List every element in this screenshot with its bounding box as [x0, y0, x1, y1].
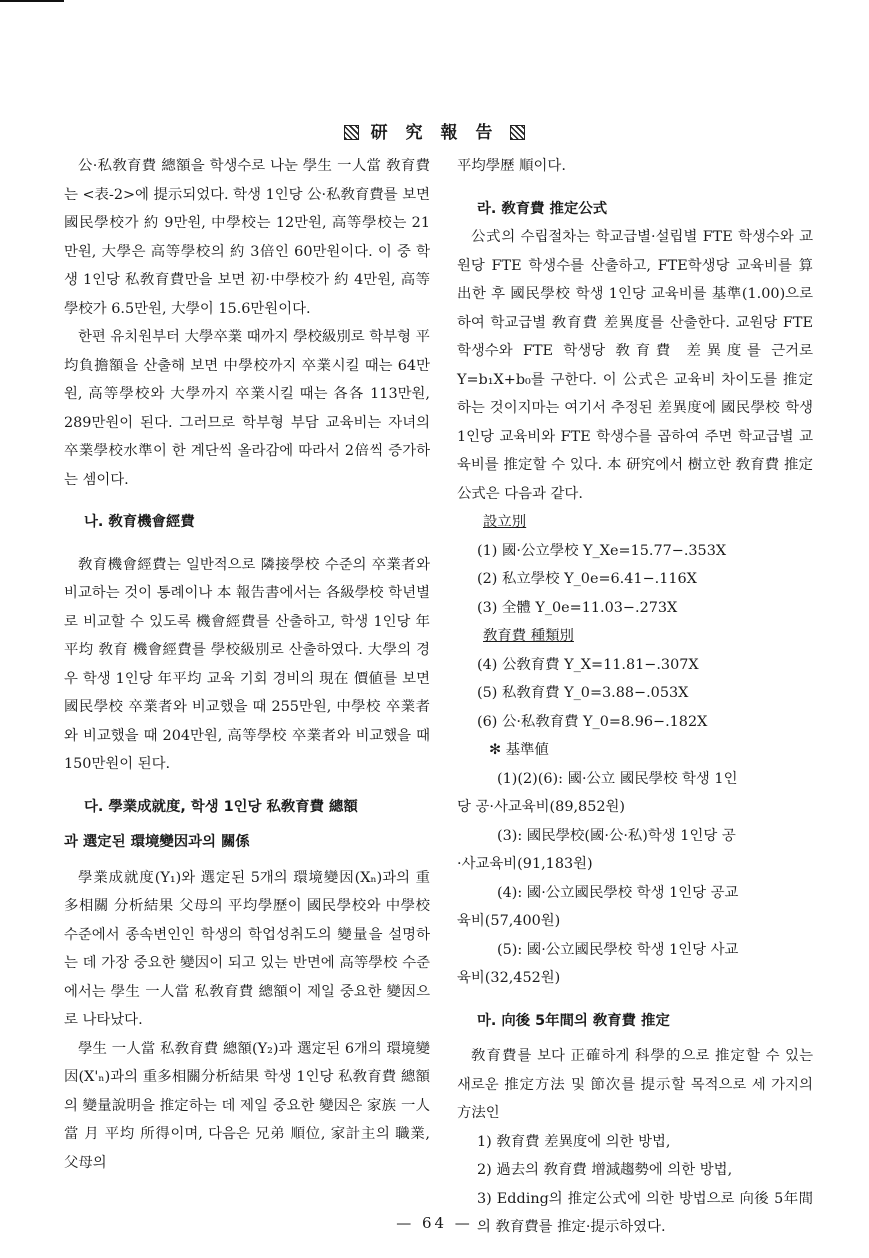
- base-value-note-cont: ·사교육비(91,183원): [457, 856, 593, 872]
- base-value-note-cont: 당 공·사교육비(89,852원): [457, 799, 626, 815]
- formula-group-label: 設立別: [483, 514, 527, 530]
- base-value-note-cont: 육비(32,452원): [457, 970, 561, 986]
- right-column: [457, 152, 813, 1242]
- formula: (2) 私立學校 Y_0e=6.41−.116X: [477, 571, 697, 587]
- base-value-note: (4): 國·公立國民學校 학생 1인당 공교: [497, 884, 739, 901]
- paragraph: 敎育機會經費는 일반적으로 隣接學校 수준의 卒業者와 비교하는 것이 통례이나 本 報告書에서는 各級學校 학년별로 비교할 수 있도록 機會經費를 산출하고, 학생 1인당 年平均 敎育 機會經費를 學校級別로 산출하였다. 大學의 경우 학생 1인당 年平均 교육 기회 경비의 現在 價値를 보면 國民學校 卒業者와 비교했을 때 255만원, 中學校 卒業者와 비교했을 때 204만원, 高等學校 卒業者와 비교했을 때 150만원이 된다.: [64, 556, 430, 772]
- paragraph: 平均學歷 順이다.: [457, 158, 566, 174]
- formula: (3) 全體 Y_0e=11.03−.273X: [477, 599, 678, 616]
- base-value-note: (3): 國民學校(國·公·私)학생 1인당 공: [497, 827, 736, 844]
- base-value-label: ✻ 基準値: [489, 742, 549, 758]
- formula: (1) 國·公立學校 Y_Xe=15.77−.353X: [477, 542, 727, 559]
- method-item: 3) Edding의 推定公式에 의한 방법으로 向後 5年間의 敎育費를 推定·提示하였다.: [477, 1190, 813, 1235]
- paragraph: 公式의 수립절차는 학교급별·설립별 FTE 학생수와 교원당 FTE 학생수를 산출하고, FTE학생당 교육비를 算出한 후 國民學校 학생 1인당 교육비를 基準(1.00)으로 하여 학교급별 敎育費 差異度를 산출한다. 교원당 FTE 학생수와 FTE 학생당 敎育費 差異度를 근거로 Y=b₁X+b₀를 구한다. 이 公式은 교육비 차이도를 推定하는 것이지마는 여기서 추정된 差異度에 國民學校 학생 1인당 교육비와 FTE 학생수를 곱하여 주면 학교급별 교육비를 推定할 수 있다. 本 研究에서 樹立한 敎育費 推定公式은 다음과 같다.: [457, 229, 813, 502]
- formula: (4) 公敎育費 Y_X=11.81−.307X: [477, 656, 699, 673]
- method-item: 1) 敎育費 差異度에 의한 방법,: [477, 1133, 671, 1150]
- method-item: 2) 過去의 敎育費 增減趨勢에 의한 방법,: [477, 1162, 733, 1178]
- base-value-note: (5): 國·公立國民學校 학생 1인당 사교: [497, 941, 739, 958]
- subsection-heading: 다. 學業成就度, 학생 1인당 私敎育費 總額: [84, 798, 358, 815]
- formula: (5) 私敎育費 Y_0=3.88−.053X: [477, 685, 689, 701]
- hatch-box-icon: [344, 125, 359, 140]
- section-title: 研 究 報 告: [370, 123, 499, 143]
- paragraph: 學業成就度(Y₁)와 選定된 5개의 環境變因(Xₙ)과의 重多相關 分析結果 父母의 平均學歷이 國民學校와 中學校 수준에서 종속변인인 학생의 학업성취도의 變量을 설명하는 데 가장 중요한 變因이 되고 있는 반면에 高等學校 수준에서는 學生 一人當 私敎育費 總額이 제일 중요한 變因으로 나타났다.: [64, 869, 430, 1028]
- base-value-note-cont: 육비(57,400원): [457, 913, 561, 929]
- subsection-heading: 라. 敎育費 推定公式: [477, 200, 608, 217]
- page-number: — 64 —: [396, 1214, 473, 1232]
- paragraph: 學生 一人當 私敎育費 總額(Y₂)과 選定된 6개의 環境變因(X'ₙ)과의 重多相關分析結果 학생 1인당 私敎育費 總額의 變量說明을 推定하는 데 제일 중요한 變因은 家族 一人當 月 平均 所得이며, 다음은 兄弟 順位, 家計主의 職業, 父母의: [64, 1040, 430, 1171]
- subsection-heading-cont: 과 選定된 環境變因과의 關係: [64, 834, 250, 850]
- subsection-heading: 나. 敎育機會經費: [84, 514, 195, 530]
- hatch-box-icon: [510, 125, 525, 140]
- subsection-heading: 마. 向後 5年間의 敎育費 推定: [477, 1012, 670, 1029]
- paragraph: 公·私敎育費 總額을 학생수로 나눈 學生 一人當 敎育費는 <表-2>에 提示되었다. 학생 1인당 公·私敎育費를 보면 國民學校가 約 9만원, 中學校는 12만원, 高等學校는 21만원, 大學은 高等學校의 約 3倍인 60만원이다. 이 중 학생 1인당 私敎育費만을 보면 初·中學校가 約 4만원, 高等學校가 6.5만원, 大學이 15.6만원이다.: [64, 158, 430, 317]
- left-column: [64, 152, 430, 1177]
- paragraph: 敎育費를 보다 正確하게 科學的으로 推定할 수 있는 새로운 推定方法 및 節次를 提示할 목적으로 세 가지의 方法인: [457, 1048, 813, 1121]
- top-rule: [0, 0, 64, 2]
- paragraph: 한편 유치원부터 大學卒業 때까지 學校級別로 학부형 平均負擔額을 산출해 보면 中學校까지 卒業시킬 때는 64만원, 高等學校와 大學까지 卒業시킬 때는 各各 113만원, 289만원이 된다. 그러므로 학부형 부담 교육비는 자녀의 卒業學校水準이 한 계단씩 올라감에 따라서 2倍씩 증가하는 셈이다.: [64, 329, 430, 488]
- formula: (6) 公·私敎育費 Y_0=8.96−.182X: [477, 713, 708, 730]
- base-value-note: (1)(2)(6): 國·公立 國民學校 학생 1인: [497, 770, 738, 787]
- section-header: [0, 118, 869, 143]
- formula-group-label: 敎育費 種類別: [483, 628, 574, 644]
